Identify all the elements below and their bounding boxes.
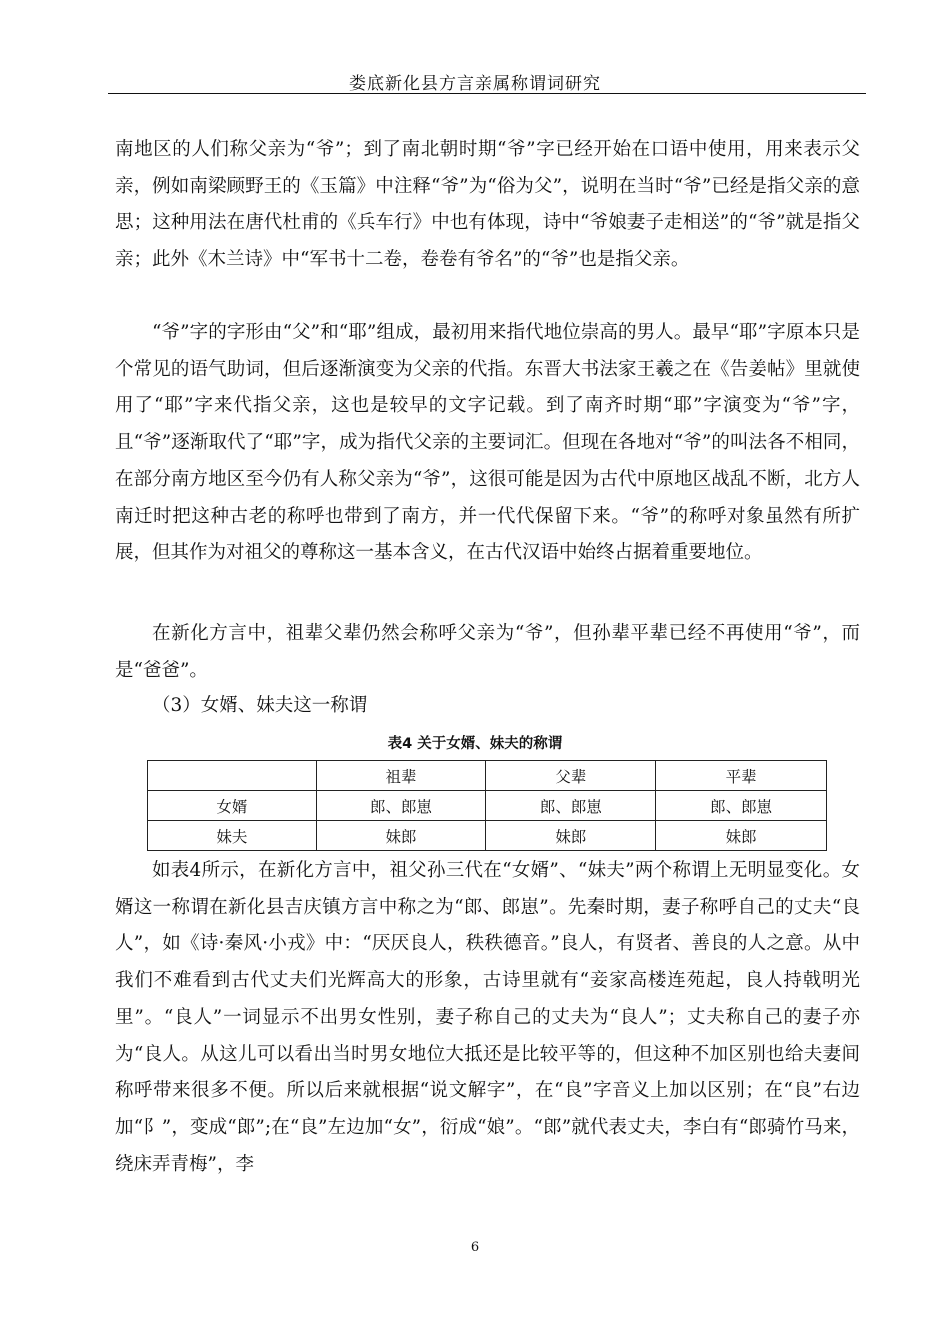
table-cell: 郎、郎崽 <box>656 791 827 821</box>
table-header-cell: 祖辈 <box>316 761 486 791</box>
page-header-title: 娄底新化县方言亲属称谓词研究 <box>349 74 601 94</box>
body-paragraph-2: “爷”字的字形由“父”和“耶”组成，最初用来指代地位崇高的男人。最早“耶”字原本只是个常见的语气助词，但后逐渐演变为父亲的代指。东晋大书法家王羲之在《告姜帖》里就使用了“耶”字来代指父亲，这也是较早的文字记载。到了南齐时期“耶”字演变为“爷”字，且“爷”逐渐取代了“耶”字，成为指代父亲的主要词汇。但现在各地对“爷”的叫法各不相同，在部分南方地区至今仍有人称父亲为“爷”，这很可能是因为古代中原地区战乱不断，北方人南迁时把这种古老的称呼也带到了南方，并一代代保留下来。“爷”的称呼对象虽然有所扩展，但其作为对祖父的尊称这一基本含义，在古代汉语中始终占据着重要地位。 <box>115 322 860 564</box>
section-subheading: （3）女婿、妹夫这一称谓 <box>152 695 368 716</box>
table-row <box>148 821 827 851</box>
table-row <box>148 791 827 821</box>
table-row-label: 妹夫 <box>148 821 317 851</box>
header-rule <box>108 93 866 94</box>
table-caption: 表4 关于女婿、妹夫的称谓 <box>387 736 563 752</box>
table-cell: 郎、郎崽 <box>486 791 656 821</box>
body-paragraph-4: 如表4所示，在新化方言中，祖父孙三代在“女婿”、“妹夫”两个称谓上无明显变化。女婿这一称谓在新化县吉庆镇方言中称之为“郎、郎崽”。先秦时期，妻子称呼自己的丈夫“良人”，如《诗·秦风·小戎》中：“厌厌良人，秩秩德音。”良人，有贤者、善良的人之意。从中我们不难看到古代丈夫们光辉高大的形象，古诗里就有“妾家高楼连苑起，良人持戟明光里”。“良人”一词显示不出男女性别，妻子称自己的丈夫为“良人”；丈夫称自己的妻子亦为“良人。从这儿可以看出当时男女地位大抵还是比较平等的，但这种不加区别也给夫妻间称呼带来很多不便。所以后来就根据“说文解字”，在“良”字音义上加以区别；在“良”右边加“阝”，变成“郎”;在“良”左边加“女”，衍成“娘”。“郎”就代表丈夫，李白有“郎骑竹马来，绕床弄青梅”，李 <box>115 860 860 1175</box>
table-row-label: 女婿 <box>148 791 317 821</box>
table-header-cell: 父辈 <box>486 761 656 791</box>
table-cell: 郎、郎崽 <box>316 791 486 821</box>
table-header-row <box>148 761 827 791</box>
table-header-cell <box>148 761 317 791</box>
page-number: 6 <box>470 1240 480 1255</box>
kinship-table <box>147 760 827 851</box>
body-paragraph-3: 在新化方言中，祖辈父辈仍然会称呼父亲为“爷”，但孙辈平辈已经不再使用“爷”，而是“爸爸”。 <box>115 623 860 681</box>
body-paragraph-1: 南地区的人们称父亲为“爷”；到了南北朝时期“爷”字已经开始在口语中使用，用来表示父亲，例如南梁顾野王的《玉篇》中注释“爷”为“俗为父”，说明在当时“爷”已经是指父亲的意思；这种用法在唐代杜甫的《兵车行》中也有体现，诗中“爷娘妻子走相送”的“爷”就是指父亲；此外《木兰诗》中“军书十二卷，卷卷有爷名”的“爷”也是指父亲。 <box>115 139 860 271</box>
table-cell: 妹郎 <box>656 821 827 851</box>
table-cell: 妹郎 <box>486 821 656 851</box>
table-cell: 妹郎 <box>316 821 486 851</box>
table-header-cell: 平辈 <box>656 761 827 791</box>
